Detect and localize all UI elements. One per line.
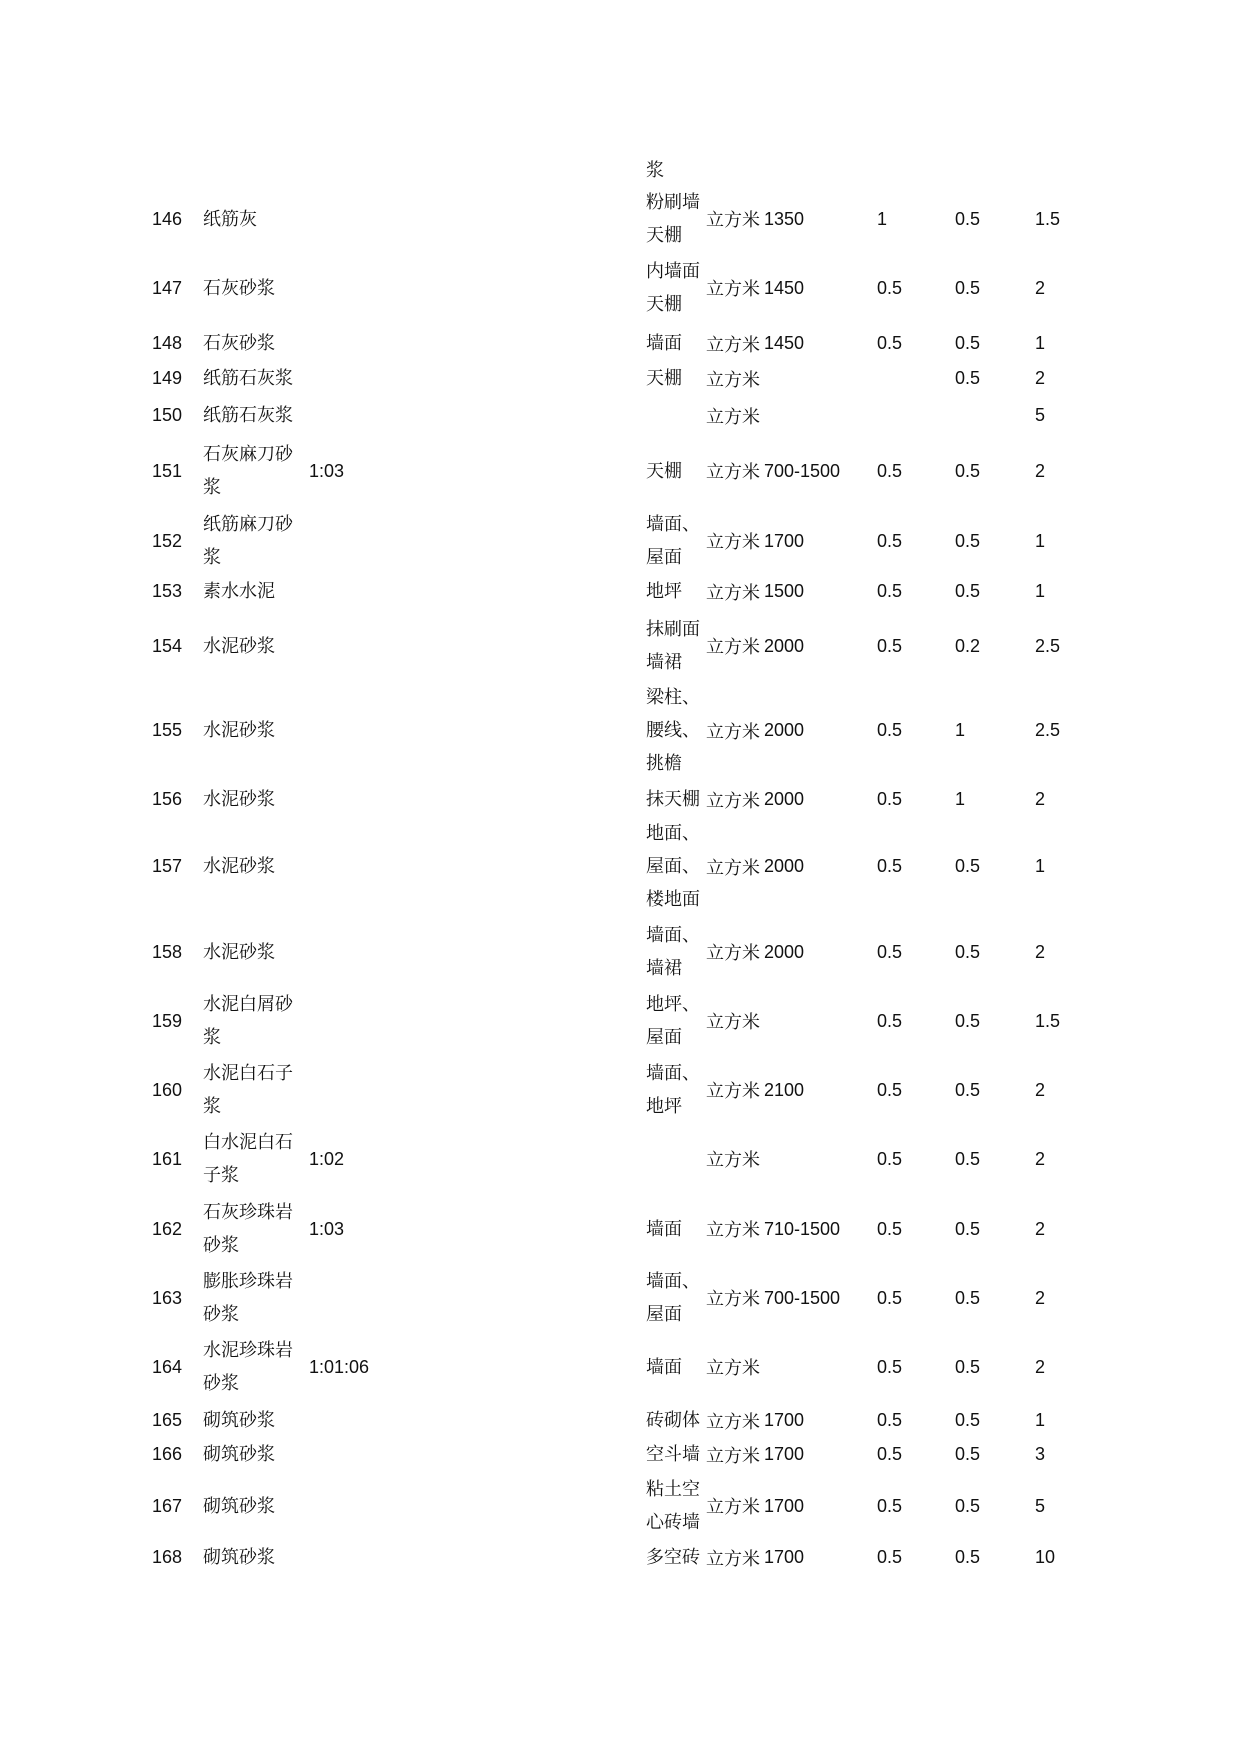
value-c: 2 (1035, 277, 1046, 298)
usage-line: 地面、 (646, 823, 700, 844)
table-row (0, 507, 1241, 575)
usage-line: 多空砖 (646, 1547, 700, 1568)
material-name-line: 砌筑砂浆 (203, 1444, 275, 1465)
material-name-line: 砂浆 (203, 1373, 239, 1394)
value-b: 0.5 (955, 941, 981, 962)
material-name-line: 砌筑砂浆 (203, 1495, 275, 1517)
material-name-line: 纸筋灰 (203, 208, 257, 230)
value-b: 0.5 (955, 1218, 981, 1239)
density: 1450 (764, 277, 805, 298)
value-a: 1 (877, 208, 888, 229)
unit: 立方米 (706, 369, 760, 391)
value-a: 0.5 (877, 941, 903, 962)
usage-line: 墙面 (646, 1356, 682, 1378)
unit: 立方米 (706, 210, 760, 231)
table-row (0, 987, 1241, 1055)
value-b: 0.5 (955, 1410, 981, 1430)
usage (646, 361, 706, 396)
row-number: 162 (152, 1218, 183, 1239)
value-b: 0.5 (955, 1444, 981, 1464)
unit: 立方米 (706, 943, 760, 964)
value-b: 0.5 (955, 460, 981, 481)
unit: 立方米 (706, 462, 760, 483)
unit: 立方米 (706, 1358, 760, 1379)
mix-ratio: 1:02 (309, 1148, 345, 1169)
table-row (0, 1437, 1241, 1472)
value-a: 0.5 (877, 1547, 903, 1567)
value-c: 2 (1035, 460, 1046, 481)
material-name-line: 水泥白屑砂 (203, 994, 293, 1015)
value-c: 1 (1035, 856, 1046, 876)
table-row (0, 1472, 1241, 1540)
material-name (203, 1195, 309, 1263)
value-c: 2 (1035, 1356, 1046, 1377)
table-row (0, 1195, 1241, 1263)
table-row (0, 1333, 1241, 1401)
material-name-line: 浆 (203, 1096, 221, 1117)
material-name-line: 砌筑砂浆 (203, 1547, 275, 1568)
value-c: 3 (1035, 1444, 1046, 1464)
value-b: 1 (955, 720, 966, 740)
material-name (203, 1403, 309, 1438)
material-name-line: 水泥砂浆 (203, 941, 275, 963)
usage-line: 屋面 (646, 1027, 682, 1048)
table-row (0, 254, 1241, 322)
value-a: 0.5 (877, 530, 903, 551)
value-c: 5 (1035, 405, 1046, 425)
unit: 立方米 (706, 1445, 760, 1467)
material-name-line: 子浆 (203, 1165, 239, 1186)
usage (646, 1472, 706, 1540)
unit: 立方米 (706, 857, 760, 879)
row-number: 156 (152, 789, 183, 809)
material-name (203, 782, 309, 817)
value-a: 0.5 (877, 333, 903, 353)
row-number: 165 (152, 1410, 183, 1430)
value-b: 0.5 (955, 856, 981, 876)
usage (646, 1056, 706, 1124)
value-c: 2 (1035, 1148, 1046, 1169)
usage (646, 1333, 706, 1401)
value-b: 0.5 (955, 333, 981, 353)
material-name (203, 817, 309, 916)
usage-line: 抹天棚 (646, 789, 700, 810)
usage (646, 817, 706, 916)
usage-line: 天棚 (646, 225, 682, 246)
material-name (203, 918, 309, 986)
material-name-line: 水泥砂浆 (203, 789, 275, 810)
unit: 立方米 (706, 334, 760, 356)
usage-line: 砖砌体 (646, 1410, 700, 1431)
value-a: 0.5 (877, 720, 903, 740)
value-a: 0.5 (877, 789, 903, 809)
density: 710-1500 (764, 1218, 841, 1239)
value-c: 2.5 (1035, 720, 1061, 740)
value-b: 0.5 (955, 581, 981, 601)
value-c: 2 (1035, 941, 1046, 962)
table-row (0, 1264, 1241, 1332)
row-number: 160 (152, 1079, 183, 1100)
density: 1700 (764, 1547, 805, 1567)
usage (646, 185, 706, 253)
density: 1700 (764, 1444, 805, 1464)
value-a: 0.5 (877, 277, 903, 298)
usage-line: 天棚 (646, 294, 682, 315)
usage-line: 地坪 (646, 581, 682, 602)
value-c: 2 (1035, 1079, 1046, 1100)
usage (646, 326, 706, 361)
row-number: 168 (152, 1547, 183, 1567)
value-a: 0.5 (877, 1218, 903, 1239)
value-b: 0.2 (955, 635, 981, 656)
value-a: 0.5 (877, 1410, 903, 1430)
value-b: 0.5 (955, 1547, 981, 1567)
usage (646, 1437, 706, 1472)
material-name-line: 水泥砂浆 (203, 720, 275, 741)
material-name-line: 水泥白石子 (203, 1063, 293, 1084)
material-name (203, 507, 309, 575)
material-name (203, 398, 309, 433)
density: 1450 (764, 333, 805, 353)
material-name (203, 1540, 309, 1575)
unit: 立方米 (706, 1220, 760, 1241)
usage (646, 574, 706, 609)
unit: 立方米 (706, 1497, 760, 1518)
value-b: 0.5 (955, 368, 981, 388)
value-c: 1 (1035, 530, 1046, 551)
material-name-line: 水泥砂浆 (203, 635, 275, 657)
value-c: 1.5 (1035, 1010, 1061, 1031)
unit: 立方米 (706, 582, 760, 604)
table-row (0, 1056, 1241, 1124)
value-a: 0.5 (877, 1079, 903, 1100)
row-number: 164 (152, 1356, 183, 1377)
density: 2000 (764, 856, 805, 876)
value-b: 0.5 (955, 1010, 981, 1031)
usage (646, 1264, 706, 1332)
usage-line: 挑檐 (646, 753, 682, 774)
unit: 立方米 (706, 279, 760, 300)
material-name-line: 素水水泥 (203, 581, 275, 602)
material-name-line: 白水泥白石 (203, 1132, 293, 1153)
material-name (203, 1437, 309, 1472)
value-c: 2 (1035, 789, 1046, 809)
material-name (203, 1333, 309, 1401)
value-b: 0.5 (955, 1079, 981, 1100)
table-row (0, 1403, 1241, 1438)
usage (646, 1195, 706, 1263)
value-a: 0.5 (877, 460, 903, 481)
usage-line: 屋面 (646, 547, 682, 568)
carryover-text: 浆 (646, 159, 664, 181)
value-a: 0.5 (877, 1287, 903, 1308)
value-a: 0.5 (877, 1495, 903, 1516)
row-number: 153 (152, 581, 183, 601)
value-a: 0.5 (877, 1010, 903, 1031)
unit: 立方米 (706, 1150, 760, 1171)
value-a: 0.5 (877, 856, 903, 876)
usage (646, 254, 706, 322)
row-number: 149 (152, 368, 183, 388)
table-row (0, 437, 1241, 505)
row-number: 159 (152, 1010, 183, 1031)
usage (646, 987, 706, 1055)
value-b: 0.5 (955, 1287, 981, 1308)
unit: 立方米 (706, 532, 760, 553)
density: 2100 (764, 1079, 805, 1100)
material-name (203, 612, 309, 680)
usage-line: 墙裙 (646, 652, 682, 673)
unit: 立方米 (706, 637, 760, 658)
carryover-row (0, 152, 1241, 185)
density: 700-1500 (764, 460, 841, 481)
table-row (0, 782, 1241, 817)
value-c: 1 (1035, 581, 1046, 601)
usage-line: 墙面、 (646, 1063, 700, 1084)
usage-line: 楼地面 (646, 889, 700, 910)
material-name-line: 石灰砂浆 (203, 333, 275, 354)
value-b: 0.5 (955, 1495, 981, 1516)
table-row (0, 185, 1241, 253)
material-name-line: 纸筋麻刀砂 (203, 514, 293, 535)
usage-line: 墙面、 (646, 1271, 700, 1292)
row-number: 161 (152, 1148, 183, 1169)
usage-line: 粘土空 (646, 1479, 700, 1500)
value-c: 10 (1035, 1547, 1056, 1567)
row-number: 155 (152, 720, 183, 740)
material-name-line: 浆 (203, 1027, 221, 1048)
row-number: 146 (152, 208, 183, 229)
usage-line: 心砖墙 (646, 1512, 700, 1533)
row-number: 150 (152, 405, 183, 425)
unit: 立方米 (706, 1081, 760, 1102)
material-name (203, 1125, 309, 1193)
usage (646, 1540, 706, 1575)
material-name-line: 纸筋石灰浆 (203, 405, 293, 426)
usage (646, 782, 706, 817)
usage-line: 墙裙 (646, 958, 682, 979)
value-b: 0.5 (955, 530, 981, 551)
value-b: 0.5 (955, 277, 981, 298)
row-number: 151 (152, 460, 183, 481)
material-name-line: 浆 (203, 477, 221, 498)
material-name-line: 砌筑砂浆 (203, 1410, 275, 1431)
value-c: 1 (1035, 1410, 1046, 1430)
table-row (0, 918, 1241, 986)
material-name-line: 石灰砂浆 (203, 277, 275, 299)
usage-line: 空斗墙 (646, 1444, 700, 1465)
row-number: 147 (152, 277, 183, 298)
value-b: 0.5 (955, 1356, 981, 1377)
value-a: 0.5 (877, 581, 903, 601)
usage (646, 918, 706, 986)
density: 1700 (764, 1410, 805, 1430)
table-row (0, 1540, 1241, 1575)
unit: 立方米 (706, 1289, 760, 1310)
unit: 立方米 (706, 1548, 760, 1570)
value-b: 0.5 (955, 1148, 981, 1169)
usage (646, 437, 706, 505)
material-name (203, 574, 309, 609)
material-name-line: 石灰麻刀砂 (203, 444, 293, 465)
material-name-line: 水泥珍珠岩 (203, 1340, 293, 1361)
value-c: 1 (1035, 333, 1046, 353)
material-name (203, 185, 309, 253)
table-row (0, 574, 1241, 609)
material-name-line: 水泥砂浆 (203, 856, 275, 877)
material-name (203, 1264, 309, 1332)
row-number: 157 (152, 856, 183, 876)
density: 1500 (764, 581, 805, 601)
density: 2000 (764, 720, 805, 740)
material-name (203, 1472, 309, 1540)
material-name-line: 砂浆 (203, 1304, 239, 1325)
material-name (203, 1056, 309, 1124)
usage-line: 屋面、 (646, 856, 700, 877)
table-row (0, 326, 1241, 361)
material-name-line: 浆 (203, 547, 221, 568)
usage-line: 墙面 (646, 1218, 682, 1240)
value-c: 2.5 (1035, 635, 1061, 656)
usage-line: 梁柱、 (646, 687, 700, 708)
row-number: 163 (152, 1287, 183, 1308)
density: 1700 (764, 530, 805, 551)
usage-line: 地坪、 (646, 994, 700, 1015)
value-a: 0.5 (877, 1444, 903, 1464)
usage (646, 681, 706, 780)
value-c: 5 (1035, 1495, 1046, 1516)
row-number: 166 (152, 1444, 183, 1464)
usage-line: 墙面、 (646, 514, 700, 535)
value-c: 2 (1035, 1218, 1046, 1239)
row-number: 154 (152, 635, 183, 656)
row-number: 152 (152, 530, 183, 551)
usage (646, 612, 706, 680)
density: 2000 (764, 635, 805, 656)
mix-ratio: 1:01:06 (309, 1356, 370, 1377)
material-name-line: 石灰珍珠岩 (203, 1202, 293, 1223)
usage-line: 地坪 (646, 1096, 682, 1117)
unit: 立方米 (706, 1012, 760, 1033)
usage-line: 内墙面 (646, 261, 700, 282)
row-number: 167 (152, 1495, 183, 1516)
table-row (0, 612, 1241, 680)
unit: 立方米 (706, 721, 760, 743)
table-row (0, 1125, 1241, 1193)
usage-line: 屋面 (646, 1304, 682, 1325)
density: 2000 (764, 941, 805, 962)
material-name-line: 膨胀珍珠岩 (203, 1271, 293, 1292)
table-row (0, 681, 1241, 780)
material-name (203, 326, 309, 361)
mix-ratio: 1:03 (309, 1218, 345, 1239)
material-name (203, 987, 309, 1055)
value-c: 1.5 (1035, 208, 1061, 229)
usage-line: 腰线、 (646, 720, 700, 741)
density: 700-1500 (764, 1287, 841, 1308)
density: 1350 (764, 208, 805, 229)
unit: 立方米 (706, 1411, 760, 1433)
value-c: 2 (1035, 1287, 1046, 1308)
material-name (203, 361, 309, 396)
value-a: 0.5 (877, 635, 903, 656)
table-row (0, 361, 1241, 396)
material-name (203, 437, 309, 505)
usage-line: 天棚 (646, 460, 682, 482)
density: 1700 (764, 1495, 805, 1516)
unit: 立方米 (706, 406, 760, 428)
table-row (0, 398, 1241, 433)
usage-line: 墙面、 (646, 925, 700, 946)
density: 2000 (764, 789, 805, 809)
usage (646, 507, 706, 575)
value-b: 0.5 (955, 208, 981, 229)
value-a: 0.5 (877, 1356, 903, 1377)
usage (646, 1403, 706, 1438)
usage-line: 天棚 (646, 368, 682, 389)
mix-ratio: 1:03 (309, 460, 345, 481)
material-name-line: 砂浆 (203, 1235, 239, 1256)
value-b: 1 (955, 789, 966, 809)
material-name (203, 681, 309, 780)
material-name (203, 254, 309, 322)
usage-line: 抹刷面 (646, 619, 700, 640)
material-name-line: 纸筋石灰浆 (203, 368, 293, 389)
value-a: 0.5 (877, 1148, 903, 1169)
usage-line: 墙面 (646, 333, 682, 354)
unit: 立方米 (706, 790, 760, 812)
usage-line: 粉刷墙 (646, 192, 700, 213)
row-number: 148 (152, 333, 183, 353)
value-c: 2 (1035, 368, 1046, 388)
row-number: 158 (152, 941, 183, 962)
table-row (0, 817, 1241, 916)
